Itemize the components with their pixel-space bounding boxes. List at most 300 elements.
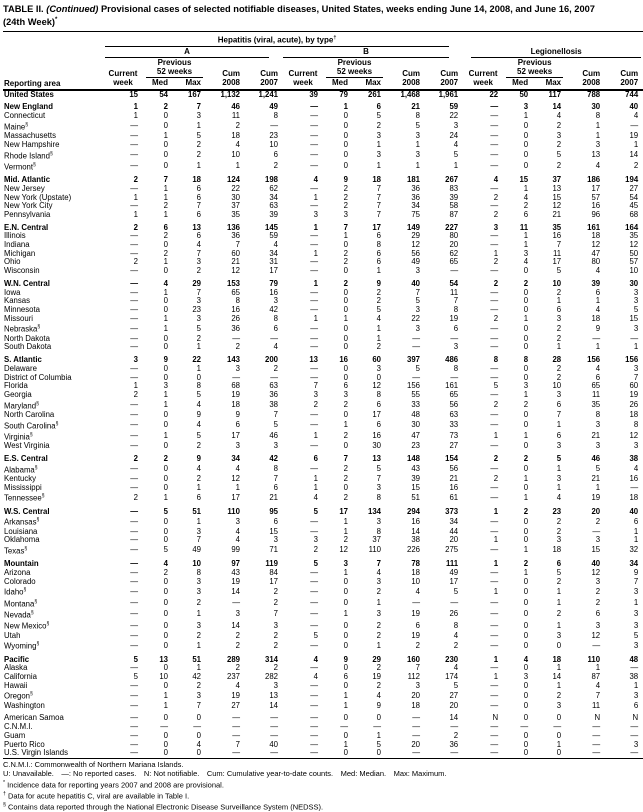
value-cell: 0 [523, 535, 529, 545]
value-cell: 160 [406, 654, 420, 664]
footnotes [3, 761, 638, 812]
column-header-2007-a: 2007 [260, 77, 278, 87]
value-cell: 15 [269, 526, 278, 536]
value-cell: 2 [556, 139, 562, 149]
value-cell: — [310, 526, 318, 536]
value-cell: — [310, 266, 318, 276]
value-cell: 1 [523, 183, 529, 193]
value-cell: 80 [591, 257, 601, 267]
value-cell: — [490, 663, 499, 673]
value-cell: — [130, 278, 138, 288]
value-cell: 6 [376, 257, 381, 267]
value-cell: — [310, 409, 318, 419]
value-cell: 12 [231, 473, 240, 483]
value-cell: 15 [411, 482, 420, 492]
value-cell: 1 [493, 586, 499, 596]
value-cell: 2 [235, 630, 240, 640]
value-cell: 7 [453, 296, 459, 306]
value-cell: 1 [163, 192, 168, 202]
value-cell: — [130, 409, 138, 419]
value-cell: 1 [133, 209, 138, 219]
value-cell: — [490, 323, 499, 333]
value-cell: — [490, 409, 499, 419]
value-cell: 38 [411, 535, 420, 545]
value-cell: 2 [415, 640, 420, 650]
value-cell: 11 [450, 287, 459, 297]
value-cell: 7 [343, 222, 348, 232]
value-cell: 3 [343, 209, 348, 219]
value-cell: 8 [523, 355, 529, 365]
value-cell: 16 [629, 473, 639, 483]
value-cell: 6 [313, 453, 318, 463]
value-cell: 1 [633, 342, 639, 352]
value-cell: — [130, 609, 138, 619]
value-cell: 744 [625, 89, 639, 99]
value-cell: 4 [595, 363, 601, 373]
section-marker: § [23, 587, 27, 594]
value-cell: 16 [339, 355, 348, 365]
value-cell: — [630, 482, 639, 492]
value-cell: 1 [163, 492, 168, 502]
value-cell: 3 [523, 102, 529, 112]
value-cell: 3 [313, 389, 318, 399]
value-cell: — [130, 131, 138, 141]
value-cell: 110 [587, 654, 601, 664]
value-cell: 2 [343, 183, 348, 193]
value-cell: 39 [269, 209, 278, 219]
value-cell: 9 [196, 453, 201, 463]
value-cell: 5 [415, 121, 420, 131]
value-cell: 0 [343, 630, 348, 640]
value-cell: 11 [231, 111, 240, 121]
group-header-hepatitis-a: A [103, 47, 283, 58]
value-cell: 71 [269, 545, 278, 555]
value-cell: — [490, 372, 499, 382]
table-row [3, 682, 643, 691]
value-cell: 153 [226, 278, 240, 288]
table-row [3, 267, 643, 276]
value-cell: 0 [163, 111, 168, 121]
value-cell: — [490, 680, 499, 690]
value-cell: 2 [556, 323, 562, 333]
value-cell: — [412, 372, 420, 382]
value-cell: 3 [273, 296, 278, 306]
table-row [3, 620, 643, 631]
value-cell: 0 [343, 139, 348, 149]
value-cell: 0 [523, 139, 529, 149]
value-cell: 3 [415, 149, 420, 159]
value-cell: — [490, 516, 499, 526]
value-cell: 23 [411, 441, 420, 451]
value-cell: 95 [269, 506, 278, 516]
value-cell: 1 [235, 482, 240, 492]
value-cell: — [130, 419, 138, 429]
value-cell: 2 [235, 121, 240, 131]
value-cell: 8 [376, 492, 381, 502]
value-cell: 2 [523, 453, 529, 463]
value-cell: 7 [235, 739, 240, 749]
value-cell: 7 [556, 409, 562, 419]
value-cell: 6 [633, 700, 639, 710]
value-cell: 4 [163, 559, 168, 569]
value-cell: — [130, 296, 138, 306]
spacer-cell [103, 58, 143, 67]
value-cell: — [490, 161, 499, 171]
value-cell: 0 [163, 463, 168, 473]
reporting-area-cell: W.N. Central [4, 278, 50, 288]
reporting-area-cell: Michigan [4, 248, 36, 258]
column-header-current-b: Current [288, 68, 318, 78]
value-cell: — [130, 620, 138, 630]
value-cell: 0 [163, 363, 168, 373]
value-cell: — [130, 630, 138, 640]
value-cell: 24 [449, 131, 459, 141]
value-cell: 0 [376, 748, 381, 758]
value-cell: 11 [592, 389, 601, 399]
value-cell: 38 [629, 453, 639, 463]
column-header-med-leg: Med [512, 77, 529, 87]
value-cell: 12 [552, 201, 562, 211]
value-cell: 0 [163, 713, 168, 723]
value-cell: 2 [273, 663, 278, 673]
value-cell: 12 [591, 240, 601, 250]
value-cell: 7 [595, 690, 601, 700]
value-cell: — [310, 620, 318, 630]
value-cell: 10 [629, 266, 639, 276]
value-cell: — [310, 568, 318, 578]
value-cell: 1 [493, 248, 499, 258]
value-cell: — [160, 722, 168, 732]
value-cell: — [310, 690, 318, 700]
value-cell: 0 [523, 620, 529, 630]
value-cell: 2 [523, 278, 529, 288]
value-cell: 2 [556, 576, 562, 586]
value-cell: 15 [129, 89, 138, 99]
value-cell: 1 [633, 526, 639, 536]
table-row [3, 578, 643, 587]
value-cell: 1 [633, 139, 639, 149]
value-cell: 2 [523, 559, 529, 569]
value-cell: — [310, 516, 318, 526]
table-row [3, 732, 643, 741]
value-cell: 1 [633, 598, 639, 608]
value-cell: 6 [273, 482, 278, 492]
value-cell: 2 [196, 598, 201, 608]
value-cell: — [592, 640, 601, 650]
value-cell: 34 [231, 453, 240, 463]
value-cell: — [130, 690, 138, 700]
value-cell: — [490, 482, 499, 492]
value-cell: 8 [453, 305, 459, 314]
value-cell: — [130, 441, 138, 451]
value-cell: 10 [269, 139, 278, 149]
value-cell: 3 [633, 287, 639, 297]
value-cell: 0 [343, 680, 348, 690]
value-cell: 0 [523, 372, 529, 382]
value-cell: 1 [343, 313, 348, 323]
value-cell: 1 [235, 161, 240, 171]
value-cell: 3 [415, 305, 420, 314]
value-cell: 3 [235, 516, 240, 526]
table-body [3, 90, 643, 759]
value-cell: 21 [231, 257, 240, 267]
reporting-area-cell: Alaska [4, 663, 28, 673]
value-cell: 2 [196, 473, 201, 483]
value-cell: 12 [629, 431, 639, 441]
value-cell: 5 [196, 389, 201, 399]
value-cell: 4 [196, 739, 201, 749]
value-cell: 0 [343, 620, 348, 630]
reporting-area-cell: Idaho§ [4, 587, 27, 598]
value-cell: 20 [411, 690, 420, 700]
value-cell: 17 [372, 409, 381, 419]
value-cell: 2 [133, 453, 138, 463]
column-header-2008-a: 2008 [222, 77, 240, 87]
value-cell: — [130, 313, 138, 323]
value-cell: 1 [556, 739, 562, 749]
value-cell: 2 [376, 663, 381, 673]
value-cell: 5 [133, 654, 138, 664]
table-row [3, 315, 643, 324]
value-cell: — [310, 640, 318, 650]
value-cell: 5 [313, 559, 318, 569]
value-cell: 10 [159, 672, 168, 682]
value-cell: 48 [629, 654, 639, 664]
value-cell: 16 [231, 305, 240, 314]
value-cell: 1 [376, 266, 381, 276]
value-cell: 5 [196, 131, 201, 141]
value-cell: 14 [629, 149, 639, 159]
value-cell: N [594, 713, 601, 723]
table-row [3, 431, 643, 442]
value-cell: 0 [523, 287, 529, 297]
value-cell: 10 [552, 381, 562, 391]
reporting-area-cell: Kansas [4, 296, 31, 306]
table-row [3, 374, 643, 383]
value-cell: — [490, 730, 499, 740]
value-cell: — [130, 121, 138, 131]
value-cell: 29 [372, 654, 381, 664]
column-header-cum-b: Cum [440, 68, 459, 78]
value-cell: 4 [376, 690, 381, 700]
value-cell: — [270, 722, 278, 732]
value-cell: — [130, 576, 138, 586]
value-cell: 1 [196, 609, 201, 619]
value-cell: 4 [196, 240, 201, 250]
value-cell: 3 [633, 609, 639, 619]
value-cell: 2 [163, 102, 168, 112]
value-cell: — [310, 372, 318, 382]
value-cell: 2 [556, 372, 562, 382]
reporting-area-cell: U.S. Virgin Islands [4, 748, 68, 758]
value-cell: 39 [309, 89, 318, 99]
value-cell: 19 [591, 492, 601, 502]
column-header-med-b: Med [332, 77, 348, 87]
value-cell: 54 [449, 278, 459, 288]
value-cell: 18 [411, 568, 420, 578]
value-cell: 4 [235, 535, 240, 545]
value-cell: — [490, 463, 499, 473]
value-cell: 6 [556, 431, 562, 441]
value-cell: 23 [552, 506, 562, 516]
value-cell: — [130, 482, 138, 492]
value-cell: 7 [343, 453, 348, 463]
value-cell: 4 [523, 257, 529, 267]
value-cell: 2 [493, 192, 499, 202]
value-cell: — [310, 257, 318, 267]
value-cell: 0 [163, 473, 168, 483]
value-cell: 194 [625, 175, 639, 185]
table-row [3, 297, 643, 306]
table-row [3, 289, 643, 298]
value-cell: 16 [411, 516, 420, 526]
value-cell: — [630, 333, 639, 343]
value-cell: 2 [133, 257, 138, 267]
value-cell: 275 [445, 545, 459, 555]
section-marker: § [34, 598, 38, 605]
value-cell: — [490, 266, 499, 276]
table-title [3, 4, 638, 15]
value-cell: 0 [343, 730, 348, 740]
value-cell: 1 [376, 323, 381, 333]
value-cell: 15 [552, 192, 562, 202]
value-cell: 3 [196, 111, 201, 121]
spacer-cell [463, 58, 503, 67]
table-row [3, 185, 643, 194]
column-header-week-leg: week [473, 77, 493, 87]
value-cell: 0 [523, 526, 529, 536]
value-cell: 5 [415, 296, 420, 306]
table-row [3, 569, 643, 578]
value-cell: 2 [343, 463, 348, 473]
value-cell: — [412, 342, 420, 352]
value-cell: 49 [192, 545, 201, 555]
notifiable-diseases-table [3, 31, 643, 759]
value-cell: 2 [493, 453, 499, 463]
value-cell: 14 [411, 526, 420, 536]
value-cell: 7 [633, 576, 639, 586]
value-cell: 294 [406, 506, 420, 516]
table-row [3, 382, 643, 391]
value-cell: 2 [556, 363, 562, 373]
value-cell: 0 [196, 730, 201, 740]
value-cell: — [270, 121, 278, 131]
value-cell: — [490, 739, 499, 749]
value-cell: 40 [629, 102, 639, 112]
value-cell: 6 [556, 305, 562, 314]
value-cell: 2 [273, 598, 278, 608]
reporting-area-cell: Illinois [4, 231, 26, 241]
value-cell: 43 [411, 463, 420, 473]
value-cell: 186 [587, 175, 601, 185]
value-cell: 19 [449, 313, 459, 323]
value-cell: — [490, 389, 499, 399]
value-cell: 4 [313, 175, 318, 185]
group-header-legionellosis: Legionellosis [463, 32, 643, 58]
value-cell: 1,241 [258, 89, 278, 99]
reporting-area-cell: Puerto Rico [4, 739, 45, 749]
column-header-52weeks-leg: 52 weeks [503, 67, 566, 78]
value-cell: 5 [493, 381, 499, 391]
value-cell: 3 [633, 690, 639, 700]
value-cell: 17 [231, 492, 240, 502]
value-cell: 124 [226, 175, 240, 185]
value-cell: — [490, 748, 499, 758]
value-cell: — [232, 730, 240, 740]
value-cell: 1 [415, 139, 420, 149]
value-cell: 1 [196, 161, 201, 171]
value-cell: 2 [556, 161, 562, 171]
value-cell: 1 [133, 381, 138, 391]
value-cell: 0 [556, 730, 562, 740]
value-cell: 5 [133, 672, 138, 682]
value-cell: 56 [449, 399, 459, 409]
value-cell: 2 [343, 399, 348, 409]
reporting-area-cell: Mississippi [4, 482, 42, 492]
value-cell: 0 [343, 131, 348, 141]
value-cell: 63 [449, 409, 459, 419]
value-cell: 0 [523, 296, 529, 306]
value-cell: — [490, 305, 499, 314]
value-cell: 5 [453, 586, 459, 596]
value-cell: 3 [415, 680, 420, 690]
reporting-area-cell: Louisiana [4, 526, 38, 536]
value-cell: 1 [376, 333, 381, 343]
value-cell: 1 [556, 419, 562, 429]
value-cell: — [310, 287, 318, 297]
value-cell: 8 [196, 381, 201, 391]
value-cell: 0 [163, 333, 168, 343]
value-cell: 0 [163, 441, 168, 451]
value-cell: 19 [231, 576, 240, 586]
value-cell: 5 [376, 111, 381, 121]
value-cell: 1 [556, 663, 562, 673]
value-cell: 47 [411, 431, 420, 441]
value-cell: 65 [591, 381, 601, 391]
value-cell: 6 [196, 231, 201, 241]
value-cell: 35 [231, 209, 240, 219]
value-cell: 5 [163, 506, 168, 516]
value-cell: — [310, 305, 318, 314]
value-cell: 8 [595, 111, 601, 121]
value-cell: 4 [595, 161, 601, 171]
table-title-lead: TABLE II. [3, 4, 44, 14]
value-cell: — [592, 739, 601, 749]
value-cell: — [310, 121, 318, 131]
value-cell: 3 [196, 690, 201, 700]
value-cell: 0 [196, 372, 201, 382]
value-cell: 1 [313, 192, 318, 202]
value-cell: — [630, 730, 639, 740]
section-marker: § [41, 493, 45, 500]
value-cell: — [310, 586, 318, 596]
value-cell: — [193, 722, 201, 732]
table-header [3, 32, 643, 90]
value-cell: — [412, 333, 420, 343]
value-cell: 37 [231, 201, 240, 211]
value-cell: — [412, 722, 420, 732]
value-cell: 4 [163, 278, 168, 288]
value-cell: 10 [552, 278, 562, 288]
table-row [3, 492, 643, 503]
value-cell: 1,132 [220, 89, 240, 99]
value-cell: 6 [523, 209, 529, 219]
value-cell: 3 [633, 441, 639, 451]
value-cell: 19 [411, 630, 420, 640]
value-cell: 8 [235, 296, 240, 306]
value-cell: 43 [231, 568, 240, 578]
value-cell: — [130, 713, 138, 723]
